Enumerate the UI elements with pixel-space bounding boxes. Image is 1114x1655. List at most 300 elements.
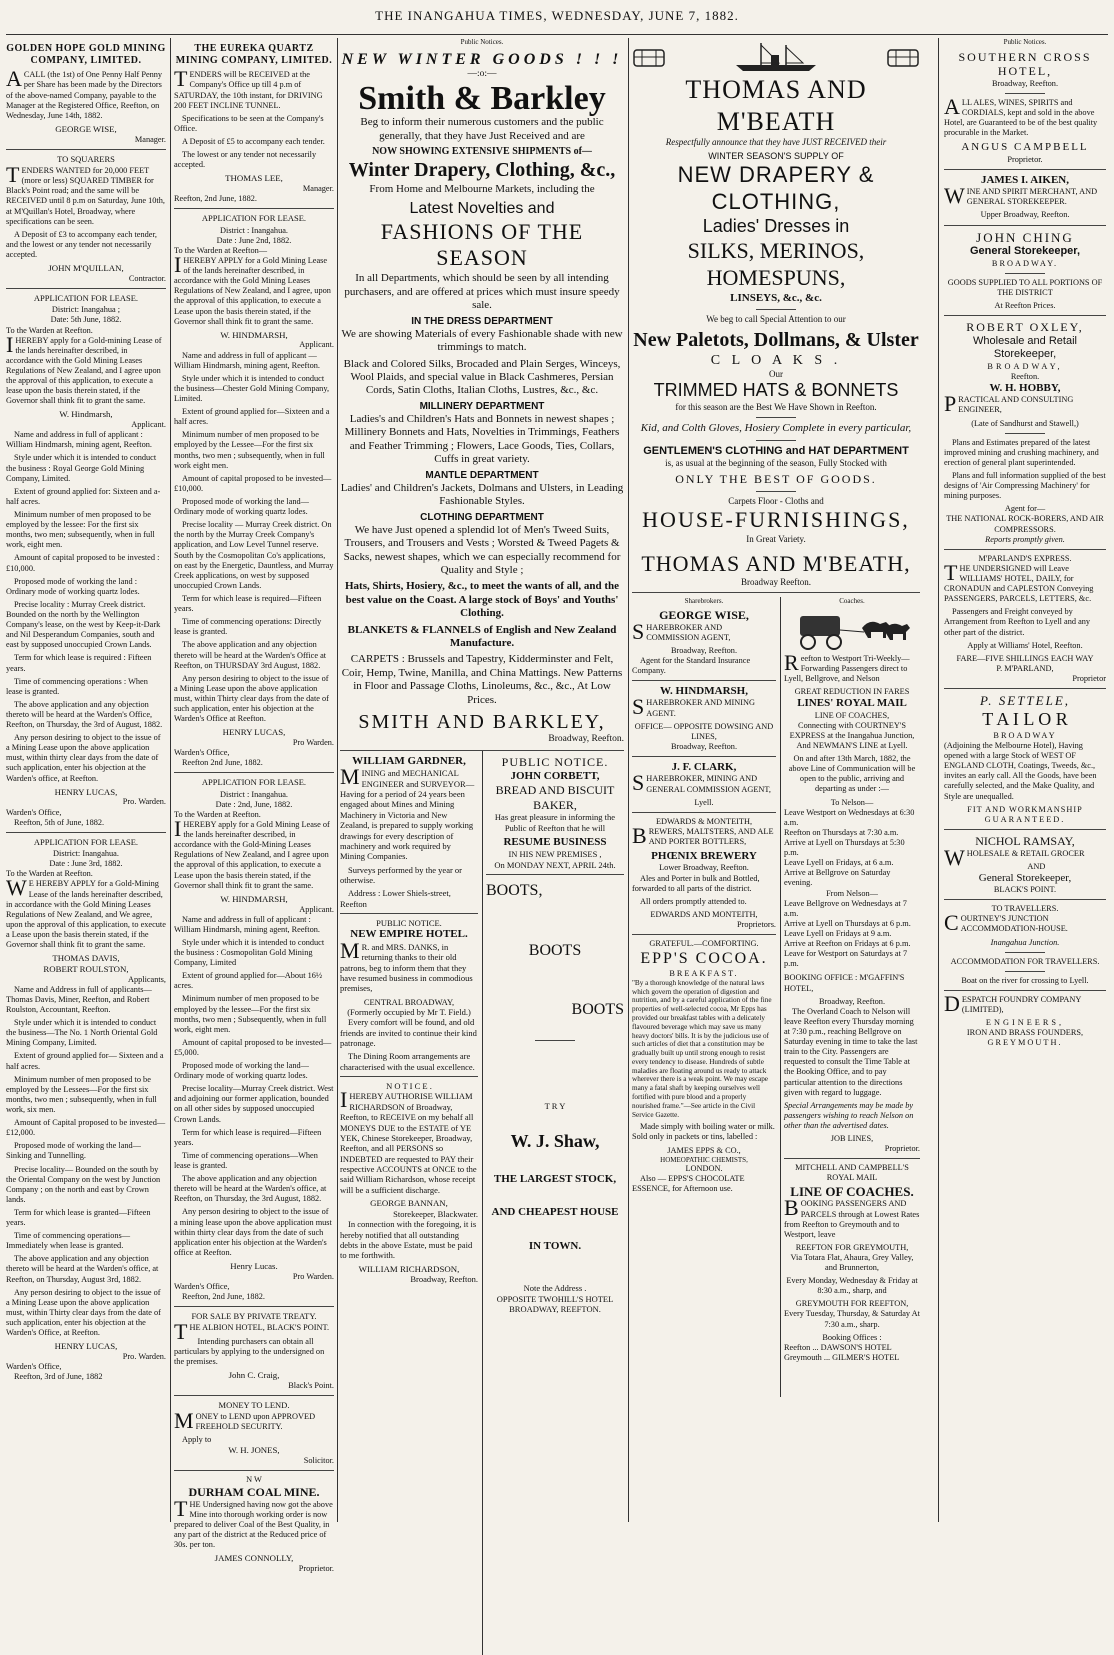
signature: JOB LINES, [830,1134,874,1144]
ad-body: Made simply with boiling water or milk. Sold only in packets or tins, labelled : [632,1122,775,1142]
lease-detail: Amount of Capital proposed to be invested—£12,000. [6,1118,166,1138]
lease-detail: Amount of capital proposed to be invested—£10,000. [174,473,332,493]
ad-body: IRON AND BRASS FOUNDERS, [966,1028,1084,1038]
stagecoach-icon [792,608,912,652]
divider [174,772,334,773]
signature: GEORGE WISE, [55,123,117,134]
boots-1: BOOTS, [486,882,543,900]
ad-body: Agent for the Standard Insurance Company. [632,655,751,675]
ad-body: Our [769,369,783,380]
ad-headline: THE LARGEST STOCK, [493,1172,617,1185]
ad-title: JOHN CORBETT, [510,769,600,782]
ad-body: NOW SHOWING EXTENSIVE SHIPMENTS of— [372,146,592,158]
ad-body: BREWERS, MALTSTERS, AND ALE AND PORTER BOTTLERS, [632,822,774,848]
office-date: Reefton, 5th of June, 1882. [14,817,105,827]
ad-address: BROADWAY. [991,258,1059,268]
signature: W. H. JONES, [228,1445,280,1456]
timetable-row: Arrive at Bellgrove on Saturday evening. [784,868,891,888]
lease-notice: Any person desiring to object to the issue of a Mining Lease upon the above application must, within Thirty clear days from the date of such application, enter his objection at the Warden's Office, at Reefton. [6,1287,161,1338]
trade: BAKER, [533,797,577,812]
ad-body: IHEREBY apply for a Gold-mining Lease of the lands hereinafter described, in accordance with the Gold Mining Leases Regulations of New Zealand, and I agree upon the approval of this application, to execute a lease upon the basis therein stated, if the Governor shall think fit to grant the same. [6,331,162,406]
ad-title: TO TRAVELLERS. [991,904,1059,914]
ad-headline: New Paletots, Dollmans, & Ulster [633,329,919,352]
ad-body: for this season are the Best We Have Shown in Reefton. [675,402,877,413]
ad-body: Passengers and Freight conveyed by Arrangement from Reefton to Lyell and any other part of the district. [944,607,1091,637]
divider [1005,952,1045,953]
signature-role: Proprietors. [737,920,776,930]
ad-body: GRATEFUL.—COMFORTING. [649,939,759,949]
district: District : Inangahua. [220,225,288,235]
signature-role: Proprietor. [884,1144,920,1154]
ad-body: We have Just opened a splendid lot of Men's Tweed Suits, Trousers, and Trousers and Vests ; Worsted & Tweed Pagets & Sacks, newest shapes, which we can especially recommend for Quality and Style ; [343,523,621,576]
ad-headline: HOUSE-FURNISHINGS, [642,506,910,532]
addressee: To the Warden at Reefton. [6,325,93,335]
signature-role: Applicants, [127,974,166,984]
ad-title: APPLICATION FOR LEASE. [201,213,307,224]
signature-role: Proprietor. [1007,154,1043,164]
ad-body: Apply at Williams' Hotel, Reefton. [967,640,1083,650]
ad-headline: GREAT REDUCTION IN FARES [794,687,910,697]
ship-icon [731,41,821,73]
notice-label: PUBLIC NOTICE. [376,918,442,929]
timetable-row: Leave Bellgrove on Wednesdays at 7 a.m. [784,898,907,918]
divider [944,549,1106,550]
signature: JAMES EPPS & CO., [667,1145,741,1155]
office-date: Reefton, 3rd of June, 1882 [14,1372,103,1382]
signature-role: Black's Point. [288,1380,334,1390]
ad-body: Carpets Floor - Cloths and [728,495,824,506]
lease-detail: Style under which it is intended to conduct the business : Cosmopolitan Gold Mining Company, Limited [174,937,325,968]
ad-title: JOHN CHING [976,229,1074,245]
ad-subtitle: General Storekeeper, [978,871,1072,884]
ad-title: APPLICATION FOR LEASE. [33,836,139,847]
ad-body: IHEREBY AUTHORISE WILLIAM RICHARDSON of Broadway, Reefton, to RECEIVE on my behalf all MONEYS DUE to the ESTATE of YE YEK, Chinese Storekeeper, Broadway, Reefton, and all PERSONS so INDEBTED are requested to PAY their respective ACCOUNTS at ONCE to the said William Richardson, whose receipt will be a sufficient discharge. [340,1087,477,1195]
lease-detail: Extent of ground applied for—Sixteen and a half acres. [174,407,330,427]
ad-pre: N W [246,1475,262,1485]
timetable-heading: From Nelson— [826,888,878,898]
ad-title: LINES' ROYAL MAIL [797,697,907,710]
ad-body: OFFICE— OPPOSITE DOWSING AND LINES, [634,721,774,741]
ad-title: GEORGE WISE, [659,607,749,622]
boots-3: BOOTS [571,1001,624,1019]
timetable-row: Leave Westport on Wednesdays at 6:30 a.m. [784,807,915,827]
ad-title: WILLIAM GARDNER, [352,754,466,767]
divider [944,169,1106,170]
signature: W. HINDMARSH, [220,329,288,340]
timetable-row: Arrive at Lyell on Thursdays at 6 p.m. [784,918,911,928]
ad-body: (Late of Sandhurst and Stawell,) [971,418,1079,428]
ad-title: LINE OF COACHES, [814,710,890,720]
divider [756,417,796,418]
divider [632,592,920,593]
lease-notice: The above application and any objection thereto will be heard at the Warden's office, at Reefton, on Thursday, the 3rd August, 1882. [174,1174,327,1204]
lease-detail: Minimum number of men proposed to be employed by the Lessee—For the first six months, two men ; subsequently, when in full work eight men. [174,430,325,470]
signature: ANGUS CAMPBELL [961,141,1089,154]
ad-body: BLANKETS & FLANNELS of English and New Zealand Manufacture. [347,623,617,649]
column-rule [938,38,939,1522]
divider [6,832,166,833]
signature-role: HOMEOPATHIC CHEMISTS, [660,1155,748,1164]
signature: ROBERT ROULSTON, [43,963,129,974]
signature: JOHN M'QUILLAN, [48,263,124,274]
divider [174,1470,334,1471]
ad-body: TENDERS will be RECEIVED at the Company's Office up till 4 p.m of SATURDAY, the 10th instant, for DRIVING 200 FEET INCLINE TUNNEL. [174,66,323,110]
ad-body: MR. and MRS. DANKS, in returning thanks to their old patrons, beg to inform them that they have resumed business in commodious premises, [340,937,473,994]
divider [340,913,478,914]
column-3 [340,40,624,1522]
divider [632,756,776,757]
lease-detail: Extent of ground applied for—About 16½ acres. [174,971,323,991]
ad-body: TENDERS WANTED for 20,000 FEET (more or less) SQUARED TIMBER for Black's Point road; and the same will be RECEIVED until 8 p.m on Saturday, June 10th, at M'Quillan's Hotel, Broadway, where specifications can be seen. [6,162,165,226]
ad-body: Every Tuesday, Thursday, & Saturday At 7:30 a.m., sharp. [784,1309,920,1329]
ad-body: BREAKFAST. [669,968,739,978]
ad-body: Also — EPPS'S CHOCOLATE ESSENCE, for Afternoon use. [632,1174,745,1194]
ad-body: MONEY to LEND upon APPROVED FREEHOLD SECURITY. [174,1408,316,1434]
addressee: To the Warden at Reefton. [174,809,261,819]
divider [1005,273,1045,274]
ad-body: PRACTICAL AND CONSULTING ENGINEER, [944,391,1074,417]
ad-subtitle: ENGINEERS, [985,1018,1065,1028]
signature-role: Broadway, Reefton. [410,1274,478,1285]
booking-office: Reefton ... DAWSON'S HOTEL [784,1342,892,1352]
ad-headline: NEW DRAPERY & CLOTHING, [677,162,875,215]
ad-address: Broadway, Reefton. [818,996,886,1006]
ad-body: Ales and Porter in bulk and Bottled, forwarded to all parts of the district. [632,873,760,893]
signature-role: Applicant. [299,904,334,914]
ad-address: Upper Broadway, Reefton. [980,210,1070,220]
header-illustrations [632,40,920,74]
ad-title: MITCHELL AND CAMPBELL'S [795,1163,909,1173]
signature: Henry Lucas. [230,1261,278,1272]
ad-body: LINSEYS, &c., &c. [730,291,822,304]
ad-title: MONEY TO LEND. [218,1399,290,1410]
lease-detail: Amount of capital proposed to be invested—£5,000. [174,1037,332,1057]
signature-role: Pro Warden. [292,1271,334,1281]
section-label: Sharebrokers. [684,597,724,606]
column-4-split [632,597,920,1397]
lease-notice: Any person desiring to object to the issue of a mining lease upon the above application must within thirty clear days from the date of such application enter his objection at the Warden's office at Reefton. [174,1207,332,1257]
lease-detail: Name and Address in full of applicants—Thomas Davis, Miner, Reefton, and Robert Roulston, Accountant, Reefton. [6,984,152,1014]
shop-name: W. J. Shaw, [510,1131,600,1151]
ad-body: FIT AND WORKMANSHIP [967,804,1083,814]
lease-detail: Style under which it is intended to conduct the business—The No. 1 North Oriental Gold Mining Company, Limited. [6,1018,158,1048]
boots-2: BOOTS [528,941,582,959]
divider [756,491,796,492]
ad-body: BOOKING PASSENGERS AND PARCELS through at Lowest Rates from Reefton to Greymouth and to Westport, leave [784,1195,920,1239]
timetable-row: Reefton on Thursdays at 7:30 a.m. [784,827,899,837]
ad-body: Plans and Estimates prepared of the latest improved mining and crushing machinery, and erection of general plant superintended. [944,437,1099,467]
timetable-row: Leave Lyell on Fridays, at 6 a.m. [784,858,894,868]
column-1 [6,40,166,1522]
ad-address: BROADWAY, [987,361,1063,371]
signature-role: Manager. [134,134,166,144]
signature-role: Proprietor [1072,673,1106,683]
signature-role: Pro. Warden. [122,1351,166,1361]
ad-title: M'PARLAND'S EXPRESS. [978,553,1072,563]
signature-role: Applicant. [299,340,334,350]
divider [632,680,776,681]
lease-notice: Any person desiring to object to the issue of a Mining Lease upon the above application must, within Thirty clear days from the date of such application, enter his objection at the Warden's Office at Reefton. [174,673,329,724]
ad-body: In connection with the foregoing, it is hereby notified that all outstanding debts in the above Estate, must be paid to me forthwith. [340,1219,477,1261]
lease-detail: Term for which lease is granted—Fifteen years. [6,1207,151,1228]
ad-title: NICHOL RAMSAY, [975,833,1075,848]
ad-body: MINING and MECHANICAL ENGINEER and SURVEYOR—Having for a period of 24 years been engaged about Mines and Mining Machinery in Victoria and New Zealand, is prepared to supply working drawings for every description of machinery and work required by Mining Companies. [340,764,475,862]
ad-subtitle: General Storekeeper, [969,245,1081,258]
office: Warden's Office, [174,1281,230,1291]
masthead-rule [6,34,1108,35]
firm-name: THOMAS AND M'BEATH [685,75,867,136]
ad-body: GUARANTEED. [984,814,1066,824]
ad-body: WINE AND SPIRIT MERCHANT, AND GENERAL STOREKEEPER. [944,183,1098,209]
column-rule [170,38,171,1522]
lease-detail: Precise locality — Murray Creek district. On the north by the Murray Creek Company's application, and Low Level Tunnel reserve. South by the Cosmopolitan Co's applications, on east by the Energetic, Dauntless, and Murray Creek applications, on west by supposed unoccupied Crown Lands. [174,520,334,590]
ad-body: At Reefton Prices. [994,301,1056,311]
divider [1005,93,1045,94]
column-4 [632,40,920,1522]
ad-body: ALL ALES, WINES, SPIRITS and CORDIALS, kept and sold in the above Hotel, are Guaranteed to be of the best quality procurable in the Market. [944,93,1098,138]
date: Reefton, 2nd June, 1882. [174,194,257,204]
district: District: Inangahua ; [51,305,121,315]
lease-detail: Time of commencing operations : When lease is granted. [6,676,148,696]
ad-subtitle: Storekeeper, [993,348,1057,361]
ad-address: Inangahua Junction. [990,937,1060,947]
ad-body: THE UNDERSIGNED will Leave WILLIAMS' HOTEL, DAILY, for CRONADUN and CAPLESTON Conveying PASSENGERS, PARCELS, LETTERS, &c. [944,559,1094,604]
signature: GEORGE BANNAN, [370,1198,448,1209]
ad-headline: Winter Drapery, Clothing, &c., [348,159,616,182]
signature: JAMES CONNOLLY, [214,1553,294,1564]
ad-body: A Deposit of £5 to accompany each tender. [182,137,325,147]
signature: W. HINDMARSH, [220,893,288,904]
ad-address: Lower Broadway, Reefton. [659,863,749,873]
ad-address: CENTRAL BROADWAY, [363,996,455,1007]
ad-body: The Overland Coach to Nelson will leave Reefton every Thursday morning at 7:30 p.m., reaching Bellgrove on Saturday evening in time to take the last train to the City. Passengers are requested to consult the Time Table at the Booking Office, and to pay particular attention to the directions given with regard to luggage. [784,1006,918,1097]
lease-detail: Name and address in full of applicant —William Hindmarsh, mining agent, Reefton. [174,350,320,370]
ad-body: Reports promptly given. [985,534,1065,544]
column-3-split [340,755,624,1655]
column-3-right [486,755,624,1314]
ad-body: In Great Variety. [746,533,806,544]
ad-address: BROADWAY [993,730,1057,740]
separator: —:o:— [467,69,497,80]
ad-body: THE ALBION HOTEL, BLACK'S POINT. [174,1319,330,1345]
ad-body: IHEREBY apply for a Gold Mining Lease of the lands hereinafter described, in accordance with the Gold-Mining Leases Regulations of New Zealand, and I agree upon the approval of this application, to execute a Lease upon the basis therein stated, if the Governor shall think fit to grant the same. [174,816,330,890]
ad-body: Respectfully announce that they have JUST RECEIVED their [665,137,887,148]
ad-body: Apply to [182,1435,212,1445]
ad-address: GREYMOUTH. [987,1038,1063,1048]
ad-body: We are showing Materials of every Fashionable shade with new trimmings to match. [341,327,623,354]
ad-body: Special Arrangements may be made by passengers wishing to reach Nelson on other than the advertised dates. [784,1100,914,1130]
divider [535,1040,575,1041]
column-rule [337,38,338,1522]
booking-office: Greymouth ... GILMER'S HOTEL [784,1352,900,1362]
signature: HENRY LUCAS, [54,786,118,797]
signature: W. Hindmarsh, [59,409,113,420]
ad-body: ACCOMMODATION FOR TRAVELLERS. [950,956,1100,966]
ad-body: FARE—FIVE SHILLINGS EACH WAY [956,653,1094,663]
lease-detail: Time of commencing operations: Directly lease is granted. [174,617,322,637]
ad-headline: IN TOWN. [528,1239,582,1252]
column-3-left [340,755,478,1285]
lease-detail: Style under which it is intended to conduct the business—Chester Gold Mining Company, Limited. [174,373,330,404]
ad-title: EDWARDS & MONTEITH, [655,816,753,826]
signature-role: Storekeeper, Blackwater. [393,1208,478,1219]
ad-title: APPLICATION FOR LEASE. [201,777,307,788]
column-rule [628,38,629,1522]
divider [6,288,166,289]
lease-detail: Extent of ground applied for: Sixteen and a-half acres. [6,486,161,506]
addressee: To the Warden at Reefton— [174,245,268,255]
ad-body: Beg to inform their numerous customers and the public generally, that they have Just Received and are [360,116,604,142]
firm-sign: THOMAS AND M'BEATH, [641,550,911,576]
dept-heading: IN THE DRESS DEPARTMENT [411,315,553,327]
signature: P. M'PARLAND, [996,663,1054,673]
lease-detail: Precise locality : Murray Creek district. Bounded on the north by the Wellington Company's lease, on the west by Keep-it-Dark and Nil Desperandum Companies, south and east by supposed unoccupied Crown Lands. [6,599,161,650]
ad-subtitle: Wholesale and Retail [973,334,1077,347]
timetable-row: Arrive at Reefton on Fridays at 6 p.m. [784,939,911,949]
district: District : Inangahua. [220,789,288,799]
ad-title: SOUTHERN CROSS HOTEL, [958,49,1092,79]
ad-body: Agent for— [1004,504,1046,514]
ad-body: Note the Address . [523,1283,587,1294]
lease-detail: Precise locality— Bounded on the south by the Oriental Company on the west by Junction Company ; on the north and east by Crown lands. [6,1164,161,1204]
divider [174,1306,334,1307]
ad-address: BROADWAY, REEFTON. [509,1303,601,1314]
ad-title: ROBERT OXLEY, [966,320,1084,335]
office: Warden's Office, [6,807,62,817]
signature-role: Solicitor. [303,1456,334,1466]
divider [784,1158,920,1159]
ad-title: DURHAM COAL MINE. [188,1485,320,1500]
ad-headline: C L O A K S . [710,353,842,369]
ad-body: AND [1027,861,1046,871]
ad-headline: GENTLEMEN'S CLOTHING and HAT DEPARTMENT [643,444,909,457]
signature: EDWARDS AND MONTEITH, [650,909,758,919]
ad-headline: REEFTON FOR GREYMOUTH, [795,1242,909,1252]
ad-body: The lowest or any tender not necessarily accepted. [174,150,317,170]
signature-role: Manager. [302,184,334,194]
ad-body: The Dining Room arrangements are characterised with the usual excellence. [340,1051,475,1072]
divider [1005,433,1045,434]
ad-body: DESPATCH FOUNDRY COMPANY (LIMITED), [944,990,1082,1016]
timetable-row: Arrive at Lyell on Thursdays at 5:30 p.m. [784,838,905,858]
office: Warden's Office, [6,1362,62,1372]
ad-body: (Adjoining the Melbourne Hotel), Having opened with a large Stock of WEST OF ENGLAND CLOTH, Coatings, Tweeds, &c., invites an early call. All the Goods, have been carefully selected, and the Make Quality, and Style are unequalled. [944,741,1097,801]
column-rule [482,751,483,1655]
date: Date: 5th June, 1882. [50,315,122,325]
ad-address: Lyell. [694,797,714,807]
ad-body: COURTNEY'S JUNCTION ACCOMMODATION-HOUSE. [944,910,1068,936]
lease-detail: Term for which lease is required : Fifteen years. [6,653,152,673]
ad-headline: LINE OF COACHES. [790,1183,914,1199]
lease-detail: Minimum number of men proposed to be employed by the lessee: For the first six months, two men; subsequently, when in full work, eight men. [6,509,155,550]
ad-body: Black and Colored Silks, Brocaded and Plain Serges, Winceys, Wool Plaids, and special value in Black Cashmeres, Persian Cords, Satin Cloths, Italian Cloths, Lustres, &c., &c. [343,357,621,397]
ad-title: N O T I C E . [386,1081,432,1092]
divider [6,149,166,150]
lease-detail: Proposed mode of working the land—Ordinary mode of working quartz lodes. [174,497,309,517]
ad-body: THE NATIONAL ROCK-BORERS, AND AIR COMPRESSORS. [946,514,1104,534]
divider [632,812,776,813]
trunk-icon [632,45,666,69]
lease-detail: Proposed mode of working the land—Ordinary mode of working quartz lodes. [174,1061,309,1081]
divider [756,309,796,310]
ad-body: ACALL (the 1st) of One Penny Half Penny per Share has been made by the Directors of the above-named Company, payable to the Manager at the Registered Office, Reefton, on Wednesday, June 14th, 1882. [6,66,163,120]
ad-title: W. H. HOBBY, [989,381,1061,394]
divider [632,934,776,935]
ad-body: Specifications to be seen at the Company's Office. [174,113,324,133]
date: Date : June 3rd, 1882. [49,859,123,869]
ad-body: THE Undersigned having now got the above Mine into thorough working order is now prepared to deliver Coal of the Best Quality, in any part of the district at the Reduced price of 30s. per ton. [174,1495,333,1550]
signature-role: Pro Warden. [292,738,334,748]
lease-detail: Proposed mode of working the land—Sinking and Tunnelling. [6,1141,141,1161]
ad-headline: ONLY THE BEST OF GOODS. [675,472,877,487]
ad-body: Kid, and Colth Gloves, Hosiery Complete in every particular, [640,422,912,435]
signature-role: Applicant. [131,420,166,430]
lease-detail: Proposed mode of working the land : Ordinary mode of working quartz lodes. [6,576,140,596]
signature: THOMAS LEE, [225,173,283,184]
ad-headline: GREYMOUTH FOR REEFTON, [795,1299,909,1309]
signature: HENRY LUCAS, [222,727,286,738]
divider [944,899,1106,900]
ad-body: WHOLESALE & RETAIL GROCER [944,844,1085,870]
ad-body: WE HEREBY APPLY for a Gold-Mining Lease of the lands hereinafter described, in accordance with the Gold Mining Leases Regulations of New Zealand, and We agree, upon the approval of this application, to execute a Lease upon the basis therein stated, if the Governor shall think fit to grant the same. [6,875,166,950]
dept-heading: MANTLE DEPARTMENT [425,469,539,481]
office: Warden's Office, [174,748,230,758]
divider [944,225,1106,226]
ad-address: BLACK'S POINT. [993,885,1057,895]
ad-address: Broadway, Reefton. [991,78,1059,88]
column-4-right [784,597,920,1363]
ad-body: WINTER SEASON'S SUPPLY OF [708,151,844,162]
ad-headline: Latest Novelties and [409,200,555,218]
signature: John C. Craig, [228,1369,280,1380]
ad-body: A Deposit of £3 to accompany each tender, and the lowest or any tender not necessarily accepted. [6,229,157,259]
divider [944,315,1106,316]
ad-body: GOODS SUPPLIED TO ALL PORTIONS OF THE DISTRICT [947,277,1103,298]
district: District: Inangahua. [53,849,119,859]
masthead: THE INANGAHUA TIMES, WEDNESDAY, JUNE 7, 1882. [375,8,739,23]
ad-body: We beg to call Special Attention to our [706,314,846,325]
ad-body: Via Totara Flat, Ahaura, Grey Valley, and Brunnerton, [790,1252,914,1273]
ad-body: SHAREBROKER, MINING AND GENERAL COMMISSION AGENT, [632,770,771,796]
ad-body: Connecting with COURTNEY'S EXPRESS at the Inangahua Junction, And NEWMAN'S LINE at Lyell. [789,720,915,751]
ad-body: is, as usual at the beginning of the season, Fully Stocked with [665,458,887,469]
ad-body: From Home and Melbourne Markets, including the [369,182,595,195]
ad-body: BOOKING OFFICE : M'GAFFIN'S HOTEL, [784,973,905,993]
ad-body: All orders promptly attended to. [640,896,747,906]
dept-heading: CLOTHING DEPARTMENT [420,511,544,523]
ad-headline: AND CHEAPEST HOUSE [491,1206,619,1219]
lease-detail: Term for which lease is required—Fifteen years. [174,1127,322,1147]
date: Date : June 2nd, 1882. [216,235,292,245]
timetable-row: Leave for Westport on Saturdays at 7 p.m. [784,949,908,969]
divider [486,874,624,875]
ad-title: FOR SALE BY PRIVATE TREATY. [191,1311,317,1322]
notice-label: PUBLIC NOTICE. [501,754,609,769]
ad-title: TO SQUARERS [57,153,115,164]
ad-body: In all Departments, which should be seen by all intending purchasers, and are offered at prices which must insure speedy sale. [344,272,620,312]
ad-body: Ladies's and Children's Hats and Bonnets in newest shapes ; Millinery Bonnets and Hats, Novelties in Trimmings, Feathers and Feather Trimming ; Flowers, Lace Goods, Ties, Collars, Cuffs in great variety. [344,412,620,466]
firm-address: Broadway Reefton. [741,577,811,588]
lease-detail: Time of commencing operations—Immediately when lease is granted. [6,1231,131,1251]
ad-address: Reefton. [1010,371,1040,381]
ad-body: IN HIS NEW PREMISES , [508,849,602,860]
ad-title: EPP'S COCOA. [640,950,768,968]
lease-detail: Time of commencing operations—When lease is granted. [174,1150,318,1171]
ad-title: NEW EMPIRE HOTEL. [350,928,468,941]
divider [174,1395,334,1396]
divider [944,990,1106,991]
ad-body: Every Monday, Wednesday & Friday at 8:30 a.m., sharp, and [786,1276,918,1296]
